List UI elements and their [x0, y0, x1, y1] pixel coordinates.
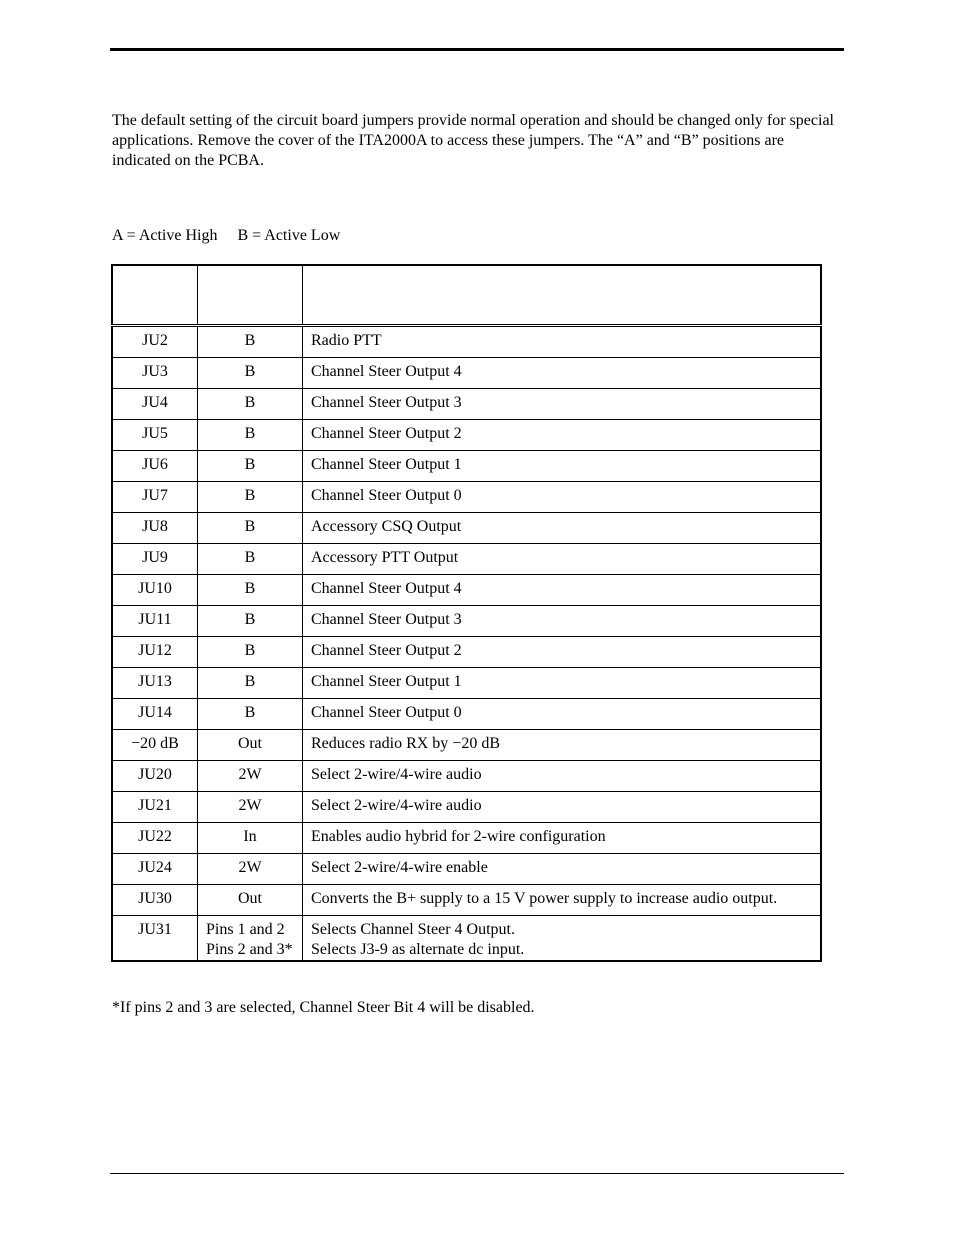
setting-cell: B [198, 699, 303, 730]
jumper-cell: JU7 [112, 482, 198, 513]
jumper-cell: JU11 [112, 606, 198, 637]
setting-cell: B [198, 544, 303, 575]
table-row [112, 326, 821, 358]
header-setting [198, 265, 303, 326]
table-row [112, 792, 821, 823]
table-row [112, 606, 821, 637]
bottom-rule [110, 1173, 844, 1174]
setting-cell: B [198, 575, 303, 606]
setting-cell: Out [198, 885, 303, 916]
jumper-cell: JU10 [112, 575, 198, 606]
function-cell: Channel Steer Output 1 [303, 668, 822, 699]
jumper-cell: JU13 [112, 668, 198, 699]
table-row [112, 544, 821, 575]
jumper-cell: JU22 [112, 823, 198, 854]
legend-text: A = Active High B = Active Low [112, 227, 341, 244]
table-header-row [112, 265, 821, 326]
table-row [112, 761, 821, 792]
jumper-cell: JU20 [112, 761, 198, 792]
jumper-cell: −20 dB [112, 730, 198, 761]
top-rule [110, 48, 844, 51]
jumper-cell: JU6 [112, 451, 198, 482]
table-row [112, 575, 821, 606]
jumper-cell: JU3 [112, 358, 198, 389]
setting-cell: In [198, 823, 303, 854]
setting-cell: B [198, 358, 303, 389]
jumper-cell: JU31 [112, 916, 198, 962]
jumper-cell: JU12 [112, 637, 198, 668]
function-cell: Selects Channel Steer 4 Output. Selects J3-9 as alternate dc input. [303, 916, 822, 962]
setting-cell: B [198, 668, 303, 699]
jumper-table-body [112, 326, 821, 962]
setting-cell: 2W [198, 854, 303, 885]
function-cell: Radio PTT [303, 326, 822, 358]
function-cell: Channel Steer Output 2 [303, 637, 822, 668]
function-cell: Channel Steer Output 4 [303, 358, 822, 389]
setting-cell: B [198, 513, 303, 544]
setting-cell: 2W [198, 761, 303, 792]
jumper-cell: JU14 [112, 699, 198, 730]
header-function [303, 265, 822, 326]
function-cell: Reduces radio RX by −20 dB [303, 730, 822, 761]
jumper-table [111, 264, 822, 962]
setting-cell: B [198, 451, 303, 482]
setting-cell: B [198, 420, 303, 451]
setting-cell: 2W [198, 792, 303, 823]
function-cell: Accessory PTT Output [303, 544, 822, 575]
jumper-cell: JU30 [112, 885, 198, 916]
setting-cell: B [198, 606, 303, 637]
table-row [112, 699, 821, 730]
function-cell: Channel Steer Output 4 [303, 575, 822, 606]
table-row [112, 513, 821, 544]
function-cell: Accessory CSQ Output [303, 513, 822, 544]
table-row [112, 885, 821, 916]
function-cell: Channel Steer Output 2 [303, 420, 822, 451]
function-cell: Channel Steer Output 3 [303, 606, 822, 637]
setting-cell: B [198, 637, 303, 668]
jumper-cell: JU9 [112, 544, 198, 575]
function-cell: Channel Steer Output 3 [303, 389, 822, 420]
header-jumper [112, 265, 198, 326]
table-row [112, 451, 821, 482]
function-cell: Enables audio hybrid for 2-wire configuration [303, 823, 822, 854]
jumper-cell: JU2 [112, 326, 198, 358]
setting-cell: Pins 1 and 2 Pins 2 and 3* [198, 916, 303, 962]
jumper-cell: JU5 [112, 420, 198, 451]
intro-paragraph: The default setting of the circuit board jumpers provide normal operation and should be changed only for special applications. Remove the cover of the ITA2000A to access these jumpers. The “A” and “B” positions are indicated on the PCBA. [112, 112, 834, 169]
function-cell: Channel Steer Output 0 [303, 699, 822, 730]
table-row [112, 482, 821, 513]
function-cell: Select 2-wire/4-wire audio [303, 761, 822, 792]
footnote: *If pins 2 and 3 are selected, Channel Steer Bit 4 will be disabled. [112, 999, 535, 1016]
jumper-cell: JU24 [112, 854, 198, 885]
function-cell: Select 2-wire/4-wire audio [303, 792, 822, 823]
function-cell: Channel Steer Output 1 [303, 451, 822, 482]
table-row [112, 730, 821, 761]
table-row [112, 916, 821, 962]
jumper-cell: JU8 [112, 513, 198, 544]
table-row [112, 389, 821, 420]
setting-cell: B [198, 389, 303, 420]
table-row [112, 668, 821, 699]
jumper-cell: JU4 [112, 389, 198, 420]
table-row [112, 358, 821, 389]
function-cell: Channel Steer Output 0 [303, 482, 822, 513]
function-cell: Select 2-wire/4-wire enable [303, 854, 822, 885]
setting-cell: B [198, 482, 303, 513]
setting-cell: B [198, 326, 303, 358]
table-row [112, 420, 821, 451]
setting-cell: Out [198, 730, 303, 761]
table-row [112, 823, 821, 854]
jumper-cell: JU21 [112, 792, 198, 823]
function-cell: Converts the B+ supply to a 15 V power supply to increase audio output. [303, 885, 822, 916]
table-row [112, 637, 821, 668]
table-row [112, 854, 821, 885]
